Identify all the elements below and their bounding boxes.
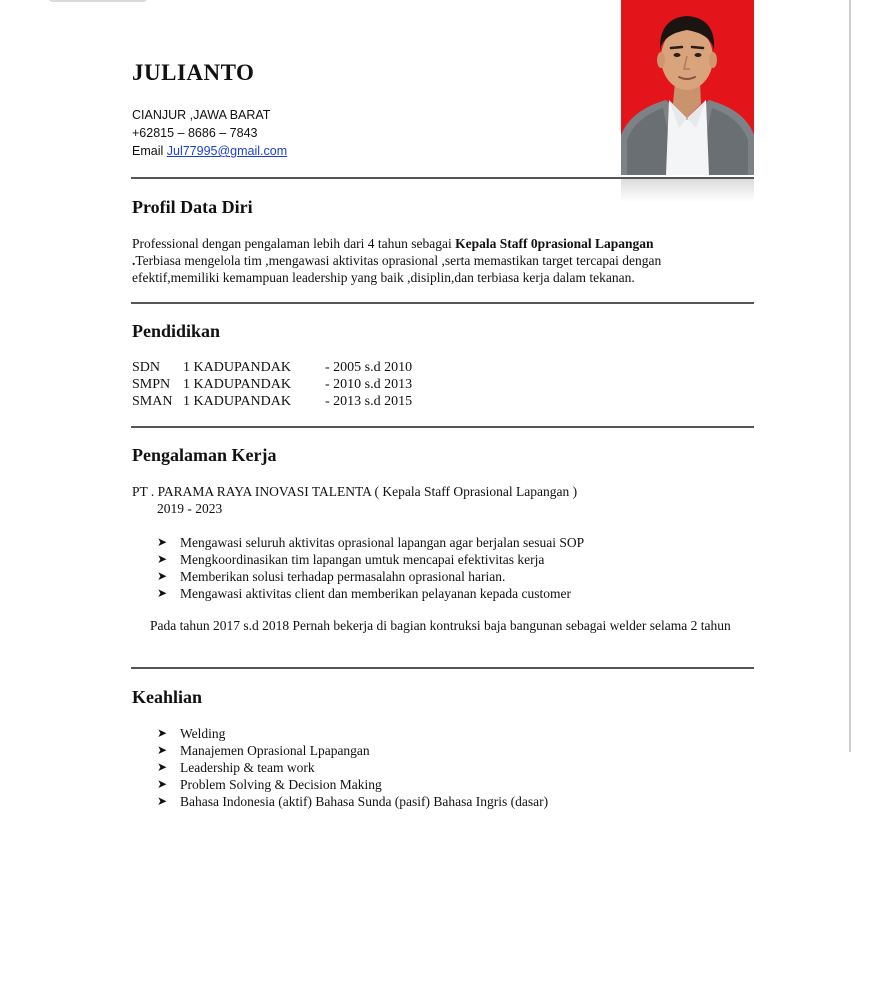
address: CIANJUR ,JAWA BARAT	[132, 108, 271, 122]
profile-text-rest: Terbiasa mengelola tim ,mengawasi aktivitas oprasional ,serta memastikan target tercapai dengan efektif,memiliki kemampuan leadership yang baik ,disiplin,dan terbiasa kerja dalam tekanan.	[132, 253, 662, 285]
list-item	[157, 759, 548, 776]
job-period: 2019 - 2023	[157, 501, 223, 516]
profile-text-intro: Professional dengan pengalaman lebih dari 4 tahun sebagai	[132, 236, 456, 251]
arrow-right-icon: ➤	[157, 586, 168, 600]
email-label: Email	[132, 144, 164, 158]
email-line	[132, 142, 287, 160]
contact-block	[132, 106, 287, 160]
education-years: - 2005 s.d 2010	[325, 360, 413, 375]
duty-text: Mengawasi seluruh aktivitas oprasional lapangan agar berjalan sesuai SOP	[180, 535, 585, 550]
skill-text: Welding	[180, 726, 226, 741]
email-link[interactable]: Jul77995@gmail.com	[166, 144, 288, 158]
section-heading-education: Pendidikan	[132, 321, 221, 341]
skills-list	[157, 725, 548, 810]
arrow-right-icon: ➤	[157, 569, 168, 583]
divider	[131, 667, 754, 669]
job-company: PT . PARAMA RAYA INOVASI TALENTA ( Kepala Staff Oprasional Lapangan )	[132, 484, 578, 499]
divider	[131, 302, 754, 304]
education-school: 1 KADUPANDAK	[183, 394, 291, 409]
education-school: 1 KADUPANDAK	[183, 377, 291, 392]
arrow-right-icon: ➤	[157, 777, 168, 791]
list-item	[157, 725, 548, 742]
section-heading-skills: Keahlian	[132, 687, 203, 707]
list-item	[157, 534, 584, 551]
section-heading-experience: Pengalaman Kerja	[132, 445, 277, 465]
education-level: SMPN	[132, 377, 171, 392]
photo-reflection	[621, 178, 754, 202]
profile-text-role: Kepala Staff 0prasional Lapangan	[455, 236, 654, 251]
profile-text: Professional dengan pengalaman lebih dari 4 tahun sebagai Kepala Staff 0prasional Lapangan .Terbiasa mengelola tim ,mengawasi aktivitas oprasional ,serta memastikan target tercapai dengan efektif,memiliki kemampuan leadership yang baik ,disiplin,dan terbiasa kerja dalam tekanan.	[132, 236, 662, 285]
arrow-right-icon: ➤	[157, 535, 168, 549]
phone: +62815 – 8686 – 7843	[132, 126, 258, 140]
divider	[131, 426, 754, 428]
section-heading-profile: Profil Data Diri	[132, 197, 253, 217]
education-years: - 2013 s.d 2015	[325, 394, 413, 409]
list-item	[157, 776, 548, 793]
list-item	[157, 742, 548, 759]
education-level: SDN	[132, 360, 161, 375]
list-item	[157, 585, 584, 602]
education-years: - 2010 s.d 2013	[325, 377, 413, 392]
education-level: SMAN	[132, 394, 173, 409]
applicant-name: JULIANTO	[132, 60, 255, 85]
arrow-right-icon: ➤	[157, 760, 168, 774]
arrow-right-icon: ➤	[157, 552, 168, 566]
skill-text: Manajemen Oprasional Lpapangan	[180, 743, 370, 758]
duty-text: Mengawasi aktivitas client dan memberikan pelayanan kepada customer	[180, 586, 571, 601]
divider	[131, 177, 754, 179]
list-item	[157, 568, 584, 585]
arrow-right-icon: ➤	[157, 794, 168, 808]
duties-list	[157, 534, 584, 602]
skill-text: Bahasa Indonesia (aktif) Bahasa Sunda (pasif) Bahasa Ingris (dasar)	[180, 794, 549, 809]
skill-text: Problem Solving & Decision Making	[180, 777, 382, 792]
arrow-right-icon: ➤	[157, 743, 168, 757]
list-item	[157, 551, 584, 568]
duty-text: Mengkoordinasikan tim lapangan umtuk mencapai efektivitas kerja	[180, 552, 545, 567]
education-school: 1 KADUPANDAK	[183, 360, 291, 375]
list-item	[157, 793, 548, 810]
experience-note: Pada tahun 2017 s.d 2018 Pernah bekerja di bagian kontruksi baja bangunan sebagai welder selama 2 tahun	[150, 618, 731, 633]
arrow-right-icon: ➤	[157, 726, 168, 740]
skill-text: Leadership & team work	[180, 760, 315, 775]
duty-text: Memberikan solusi terhadap permasalahn oprasional harian.	[180, 569, 506, 584]
person-portrait-icon	[621, 0, 754, 175]
profile-photo	[621, 0, 754, 175]
